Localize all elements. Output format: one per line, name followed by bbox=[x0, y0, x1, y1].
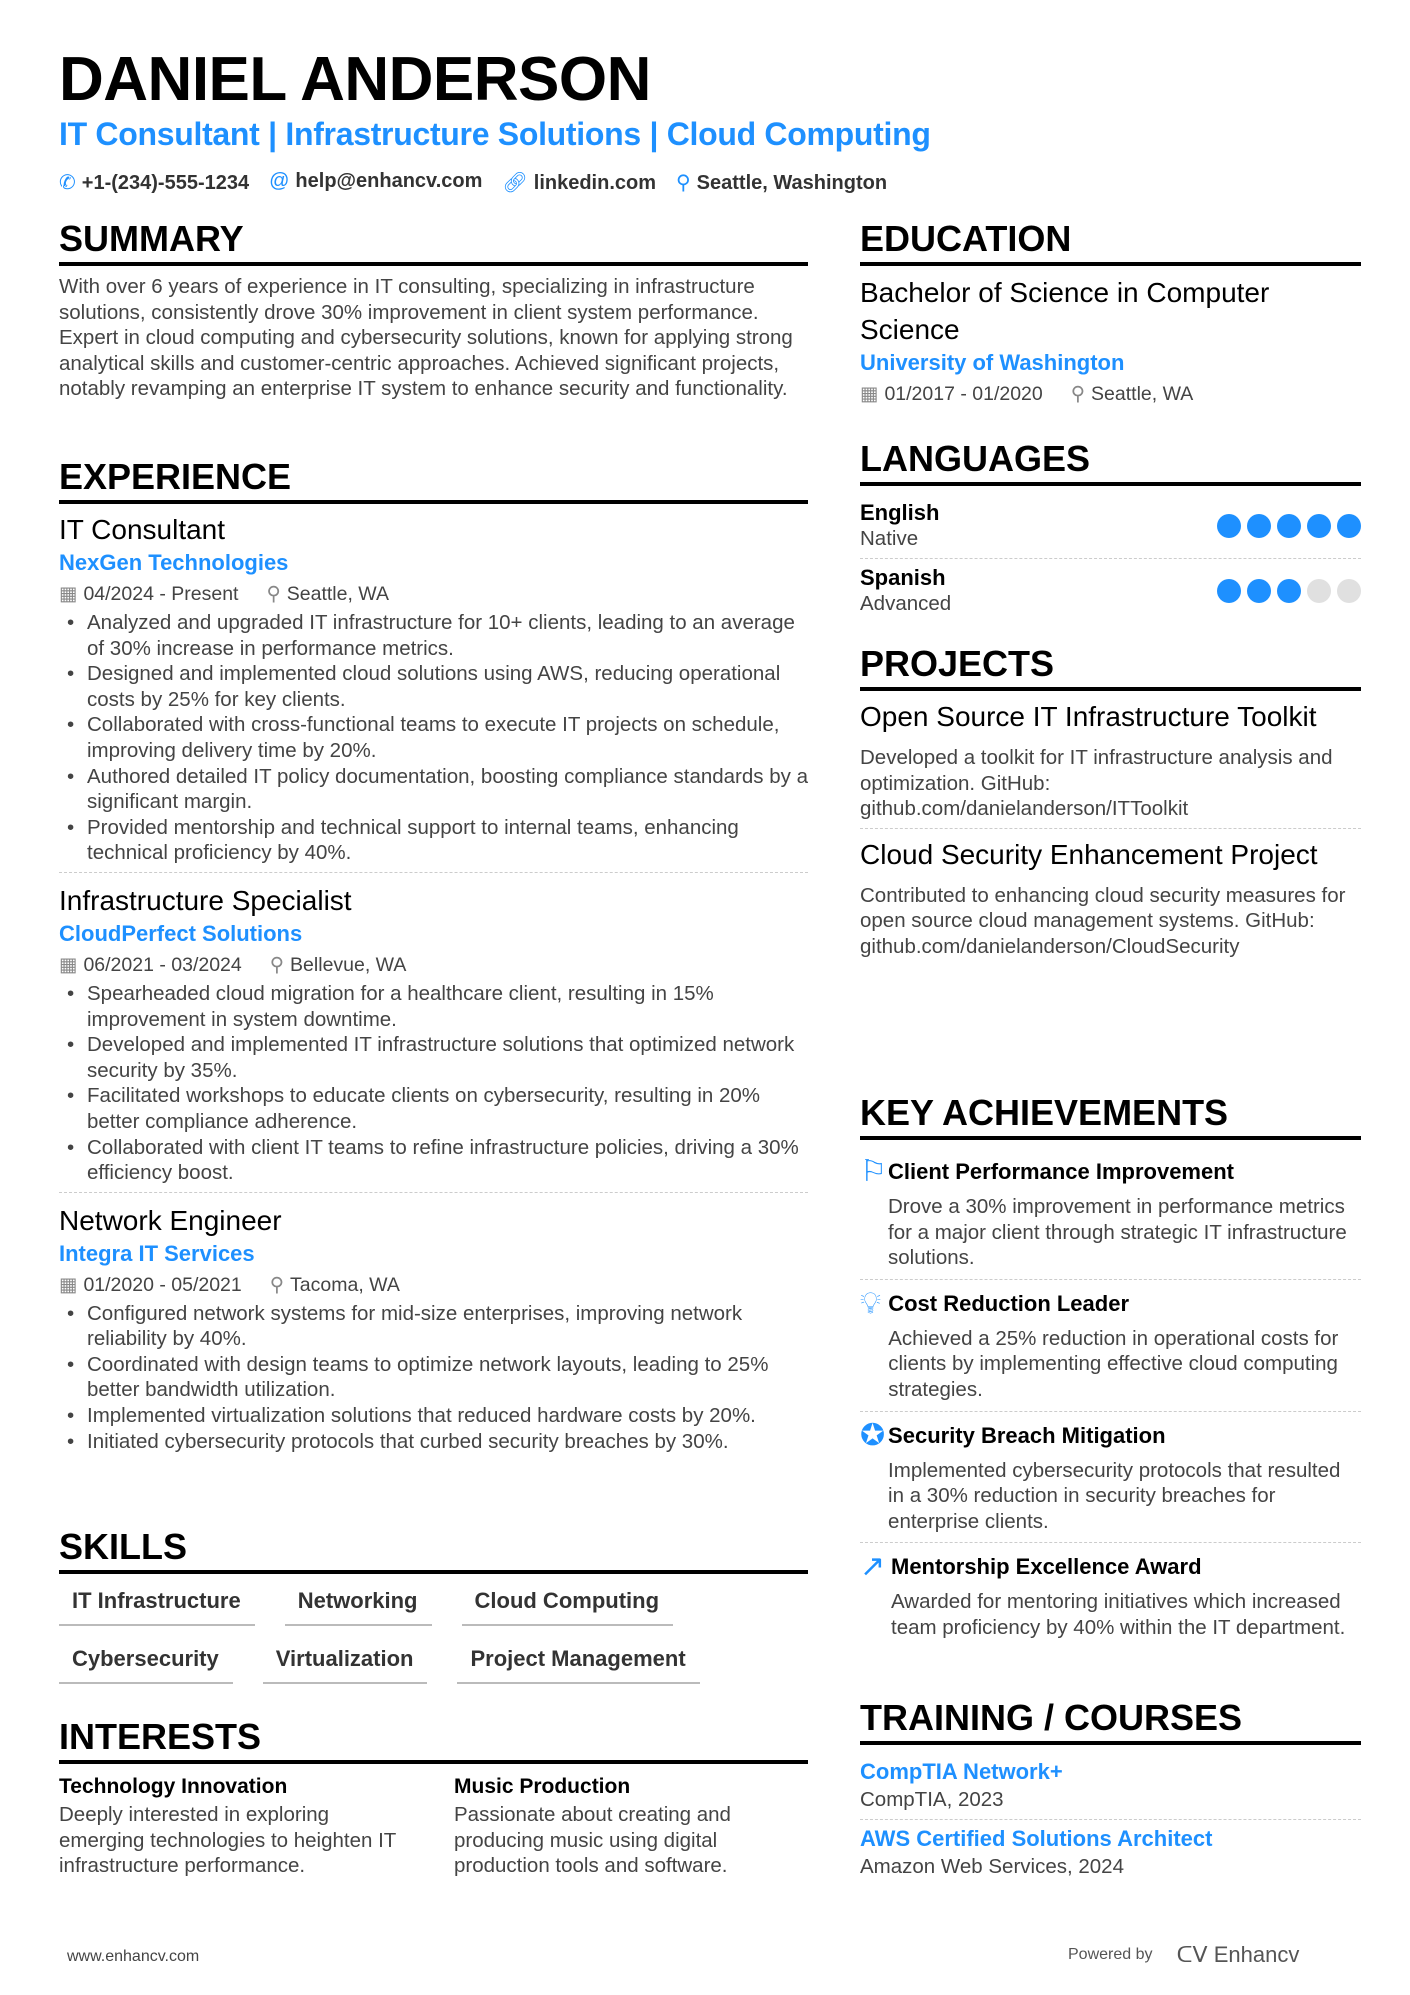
job-bullets bbox=[59, 981, 808, 1186]
job-dates: 04/2024 - Present bbox=[83, 583, 239, 605]
bullet-item: • Coordinated with design teams to optimize network layouts, leading to 25% better bandwidth utilization. bbox=[59, 1352, 808, 1403]
enhancv-logo-icon: ᑕᐯ bbox=[1176, 1942, 1208, 1967]
rating-dot bbox=[1307, 579, 1331, 603]
section-title: LANGUAGES bbox=[860, 438, 1361, 486]
job-location-wrap bbox=[270, 1271, 400, 1299]
languages-section bbox=[860, 438, 1361, 623]
job-meta bbox=[59, 580, 808, 608]
project-item bbox=[860, 699, 1361, 829]
language-name: Spanish bbox=[860, 565, 946, 590]
achievement-item bbox=[860, 1148, 1361, 1280]
footer-website[interactable]: www.enhancv.com bbox=[67, 1948, 200, 1965]
bullet-item: • Authored detailed IT policy documentation, boosting compliance standards by a significant margin. bbox=[59, 764, 808, 815]
job-location: Seattle, WA bbox=[286, 583, 389, 605]
location-pin-icon: ⚲ bbox=[269, 1273, 285, 1296]
achievement-content bbox=[888, 1156, 1361, 1271]
job-meta bbox=[59, 1271, 808, 1299]
bullet-item: • Configured network systems for mid-size enterprises, improving network reliability by 40%. bbox=[59, 1301, 808, 1352]
interest-item bbox=[454, 1772, 804, 1879]
job-entry bbox=[59, 883, 808, 1193]
email-text[interactable]: help@enhancv.com bbox=[295, 170, 483, 192]
flag-icon: ⚐ bbox=[860, 1155, 887, 1188]
company-name: NexGen Technologies bbox=[59, 550, 289, 575]
rating-dot bbox=[1277, 514, 1301, 538]
job-meta bbox=[59, 951, 808, 979]
award-ribbon-icon: ✪ bbox=[860, 1418, 886, 1452]
project-title: Open Source IT Infrastructure Toolkit bbox=[860, 701, 1317, 732]
project-title: Cloud Security Enhancement Project bbox=[860, 838, 1318, 870]
achievement-title: Security Breach Mitigation bbox=[888, 1422, 1166, 1448]
language-rating bbox=[1217, 579, 1361, 603]
bullet-item: • Provided mentorship and technical support to internal teams, enhancing technical proficiency by 40%. bbox=[59, 815, 808, 866]
job-role: IT Consultant bbox=[59, 514, 226, 545]
section-title: EXPERIENCE bbox=[59, 456, 808, 504]
contact-link[interactable] bbox=[502, 170, 656, 195]
job-location-wrap bbox=[266, 580, 389, 608]
job-role: Network Engineer bbox=[59, 1204, 282, 1236]
job-dates-wrap bbox=[59, 1271, 242, 1299]
bullet-item: • Facilitated workshops to educate clients on cybersecurity, resulting in 20% better compliance adherence. bbox=[59, 1083, 808, 1134]
achievement-content bbox=[888, 1420, 1361, 1535]
achievement-item bbox=[860, 1412, 1361, 1544]
enhancv-logo bbox=[1177, 1942, 1300, 1968]
interest-title: Technology Innovation bbox=[59, 1775, 288, 1798]
location-pin-icon: ⚲ bbox=[269, 953, 285, 976]
rating-dot bbox=[1247, 514, 1271, 538]
course-title: CompTIA Network+ bbox=[860, 1759, 1063, 1784]
experience-section bbox=[59, 456, 808, 1470]
language-text bbox=[860, 565, 951, 617]
language-item bbox=[860, 494, 1361, 559]
interest-item bbox=[59, 1772, 409, 1879]
candidate-name: DANIEL ANDERSON bbox=[59, 45, 651, 114]
achievement-item bbox=[860, 1280, 1361, 1412]
skill-tag: Cybersecurity bbox=[59, 1640, 233, 1684]
section-title: SKILLS bbox=[59, 1526, 808, 1574]
project-item bbox=[860, 837, 1361, 966]
achievement-content bbox=[891, 1551, 1361, 1640]
job-bullets bbox=[59, 1301, 808, 1455]
course-detail: Amazon Web Services, 2024 bbox=[860, 1854, 1124, 1878]
course-title: AWS Certified Solutions Architect bbox=[860, 1825, 1213, 1851]
bullet-item: • Developed and implemented IT infrastructure solutions that optimized network security by 35%. bbox=[59, 1032, 808, 1083]
job-dates: 01/2020 - 05/2021 bbox=[83, 1273, 242, 1296]
location-text: Seattle, Washington bbox=[696, 172, 888, 194]
interest-text: Deeply interested in exploring emerging technologies to heighten IT infrastructure performance. bbox=[59, 1803, 396, 1878]
section-title: SUMMARY bbox=[59, 218, 808, 266]
calendar-icon: ▦ bbox=[59, 583, 78, 605]
achievement-text: Implemented cybersecurity protocols that resulted in a 30% reduction in security breaches for enterprise clients. bbox=[888, 1458, 1341, 1533]
bullet-item: • Spearheaded cloud migration for a healthcare client, resulting in 15% improvement in system downtime. bbox=[59, 981, 808, 1032]
section-title: INTERESTS bbox=[59, 1716, 808, 1764]
contact-phone bbox=[59, 170, 249, 195]
summary-text: With over 6 years of experience in IT consulting, specializing in infrastructure solutions, consistently drove 30% improvement in client system performance. Expert in cloud computing and cybersecurity solutions, known for applying strong analytical skills and customer-centric approaches. Achieved significant projects, notably revamping an enterprise IT system to enhance security and functionality. bbox=[59, 275, 793, 401]
phone-icon: ✆ bbox=[59, 172, 76, 194]
training-section bbox=[860, 1697, 1361, 1885]
strategy-arrow-icon: ↗ bbox=[860, 1550, 886, 1584]
bullet-item: • Designed and implemented cloud solutions using AWS, reducing operational costs by 25% for key clients. bbox=[59, 661, 808, 712]
bullet-item: • Collaborated with cross-functional teams to execute IT projects on schedule, improving delivery time by 20%. bbox=[59, 712, 808, 763]
job-location: Bellevue, WA bbox=[290, 953, 407, 976]
contact-row bbox=[59, 170, 887, 195]
skill-tag: Virtualization bbox=[263, 1640, 428, 1684]
bullet-item: • Implemented virtualization solutions that reduced hardware costs by 20%. bbox=[59, 1403, 808, 1429]
calendar-icon: ▦ bbox=[860, 383, 879, 405]
rating-dot bbox=[1277, 579, 1301, 603]
location-pin-icon: ⚲ bbox=[266, 583, 281, 605]
achievement-content bbox=[888, 1288, 1361, 1403]
achievement-item bbox=[860, 1543, 1361, 1648]
achievement-title: Cost Reduction Leader bbox=[888, 1290, 1130, 1316]
achievements-section bbox=[860, 1092, 1361, 1649]
skill-tag: Cloud Computing bbox=[462, 1582, 674, 1626]
job-location-wrap bbox=[270, 951, 407, 979]
summary-section bbox=[59, 218, 808, 402]
skill-tag: Project Management bbox=[457, 1640, 699, 1684]
link-text[interactable]: linkedin.com bbox=[533, 172, 657, 194]
rating-dot bbox=[1217, 514, 1241, 538]
course-item bbox=[860, 1753, 1361, 1820]
section-title: TRAINING / COURSES bbox=[860, 1697, 1361, 1745]
rating-dot bbox=[1337, 514, 1361, 538]
degree: Bachelor of Science in Computer Science bbox=[860, 277, 1270, 345]
location-pin-icon: ⚲ bbox=[1070, 383, 1086, 405]
job-location: Tacoma, WA bbox=[290, 1273, 400, 1296]
education-meta bbox=[860, 380, 1361, 408]
rating-dot bbox=[1337, 579, 1361, 603]
project-text: Contributed to enhancing cloud security measures for open source cloud management systems. GitHub: github.com/danielanderson/CloudSecurity bbox=[860, 883, 1346, 958]
education-section bbox=[860, 218, 1361, 410]
phone-text: +1-(234)-555-1234 bbox=[81, 172, 250, 194]
course-item bbox=[860, 1820, 1361, 1886]
section-title: PROJECTS bbox=[860, 643, 1361, 691]
job-entry bbox=[59, 1203, 808, 1461]
achievement-text: Drove a 30% improvement in performance metrics for a major client through strategic IT infrastructure solutions. bbox=[888, 1195, 1347, 1270]
job-dates: 06/2021 - 03/2024 bbox=[83, 953, 242, 976]
link-icon: 🔗︎ bbox=[502, 172, 528, 194]
project-text: Developed a toolkit for IT infrastructure analysis and optimization. GitHub: github.com/danielanderson/ITToolkit bbox=[860, 746, 1333, 821]
language-level: Advanced bbox=[860, 592, 952, 615]
rating-dot bbox=[1217, 579, 1241, 603]
interest-title: Music Production bbox=[454, 1775, 631, 1798]
projects-section bbox=[860, 643, 1361, 974]
company-name: Integra IT Services bbox=[59, 1240, 255, 1266]
education-location: Seattle, WA bbox=[1091, 383, 1194, 405]
job-dates-wrap bbox=[59, 951, 242, 979]
job-role: Infrastructure Specialist bbox=[59, 884, 352, 916]
rating-dot bbox=[1247, 579, 1271, 603]
job-dates-wrap bbox=[59, 580, 238, 608]
location-pin-icon: ⚲ bbox=[676, 172, 691, 194]
achievement-text: Awarded for mentoring initiatives which increased team proficiency by 40% within the IT department. bbox=[891, 1590, 1346, 1639]
language-level: Native bbox=[860, 527, 919, 550]
company-name: CloudPerfect Solutions bbox=[59, 920, 303, 946]
language-text bbox=[860, 500, 939, 552]
powered-by-text: Powered by bbox=[1068, 1946, 1153, 1963]
language-item bbox=[860, 559, 1361, 623]
contact-location bbox=[676, 170, 887, 195]
bullet-item: • Initiated cybersecurity protocols that curbed security breaches by 30%. bbox=[59, 1429, 808, 1455]
school: University of Washington bbox=[860, 350, 1125, 375]
calendar-icon: ▦ bbox=[59, 1273, 78, 1296]
achievement-title: Mentorship Excellence Award bbox=[891, 1554, 1202, 1580]
course-detail: CompTIA, 2023 bbox=[860, 1788, 1004, 1811]
language-name: English bbox=[860, 500, 940, 525]
job-bullets bbox=[59, 610, 808, 866]
skills-section bbox=[59, 1526, 808, 1684]
interest-text: Passionate about creating and producing music using digital production tools and software. bbox=[454, 1803, 731, 1878]
section-title: EDUCATION bbox=[860, 218, 1361, 266]
lightbulb-icon: 💡︎ bbox=[860, 1286, 881, 1320]
skill-tag: IT Infrastructure bbox=[59, 1582, 255, 1626]
skill-tag: Networking bbox=[285, 1582, 432, 1626]
achievement-text: Achieved a 25% reduction in operational costs for clients by implementing effective cloud computing strategies. bbox=[888, 1326, 1339, 1401]
language-rating bbox=[1217, 514, 1361, 538]
candidate-subtitle: IT Consultant | Infrastructure Solutions | Cloud Computing bbox=[59, 116, 931, 152]
calendar-icon: ▦ bbox=[59, 953, 78, 976]
contact-email[interactable] bbox=[269, 170, 482, 195]
education-dates: 01/2017 - 01/2020 bbox=[884, 383, 1043, 405]
footer-powered bbox=[1068, 1942, 1299, 1968]
interests-section bbox=[59, 1716, 808, 1879]
brand-text: Enhancv bbox=[1213, 1942, 1300, 1967]
rating-dot bbox=[1307, 514, 1331, 538]
bullet-item: • Collaborated with client IT teams to refine infrastructure policies, driving a 30% efficiency boost. bbox=[59, 1135, 808, 1186]
job-entry bbox=[59, 512, 808, 873]
section-title: KEY ACHIEVEMENTS bbox=[860, 1092, 1361, 1140]
achievement-title: Client Performance Improvement bbox=[888, 1159, 1234, 1184]
bullet-item: • Analyzed and upgraded IT infrastructure for 10+ clients, leading to an average of 30% increase in performance metrics. bbox=[59, 610, 808, 661]
at-icon: @ bbox=[269, 170, 290, 192]
